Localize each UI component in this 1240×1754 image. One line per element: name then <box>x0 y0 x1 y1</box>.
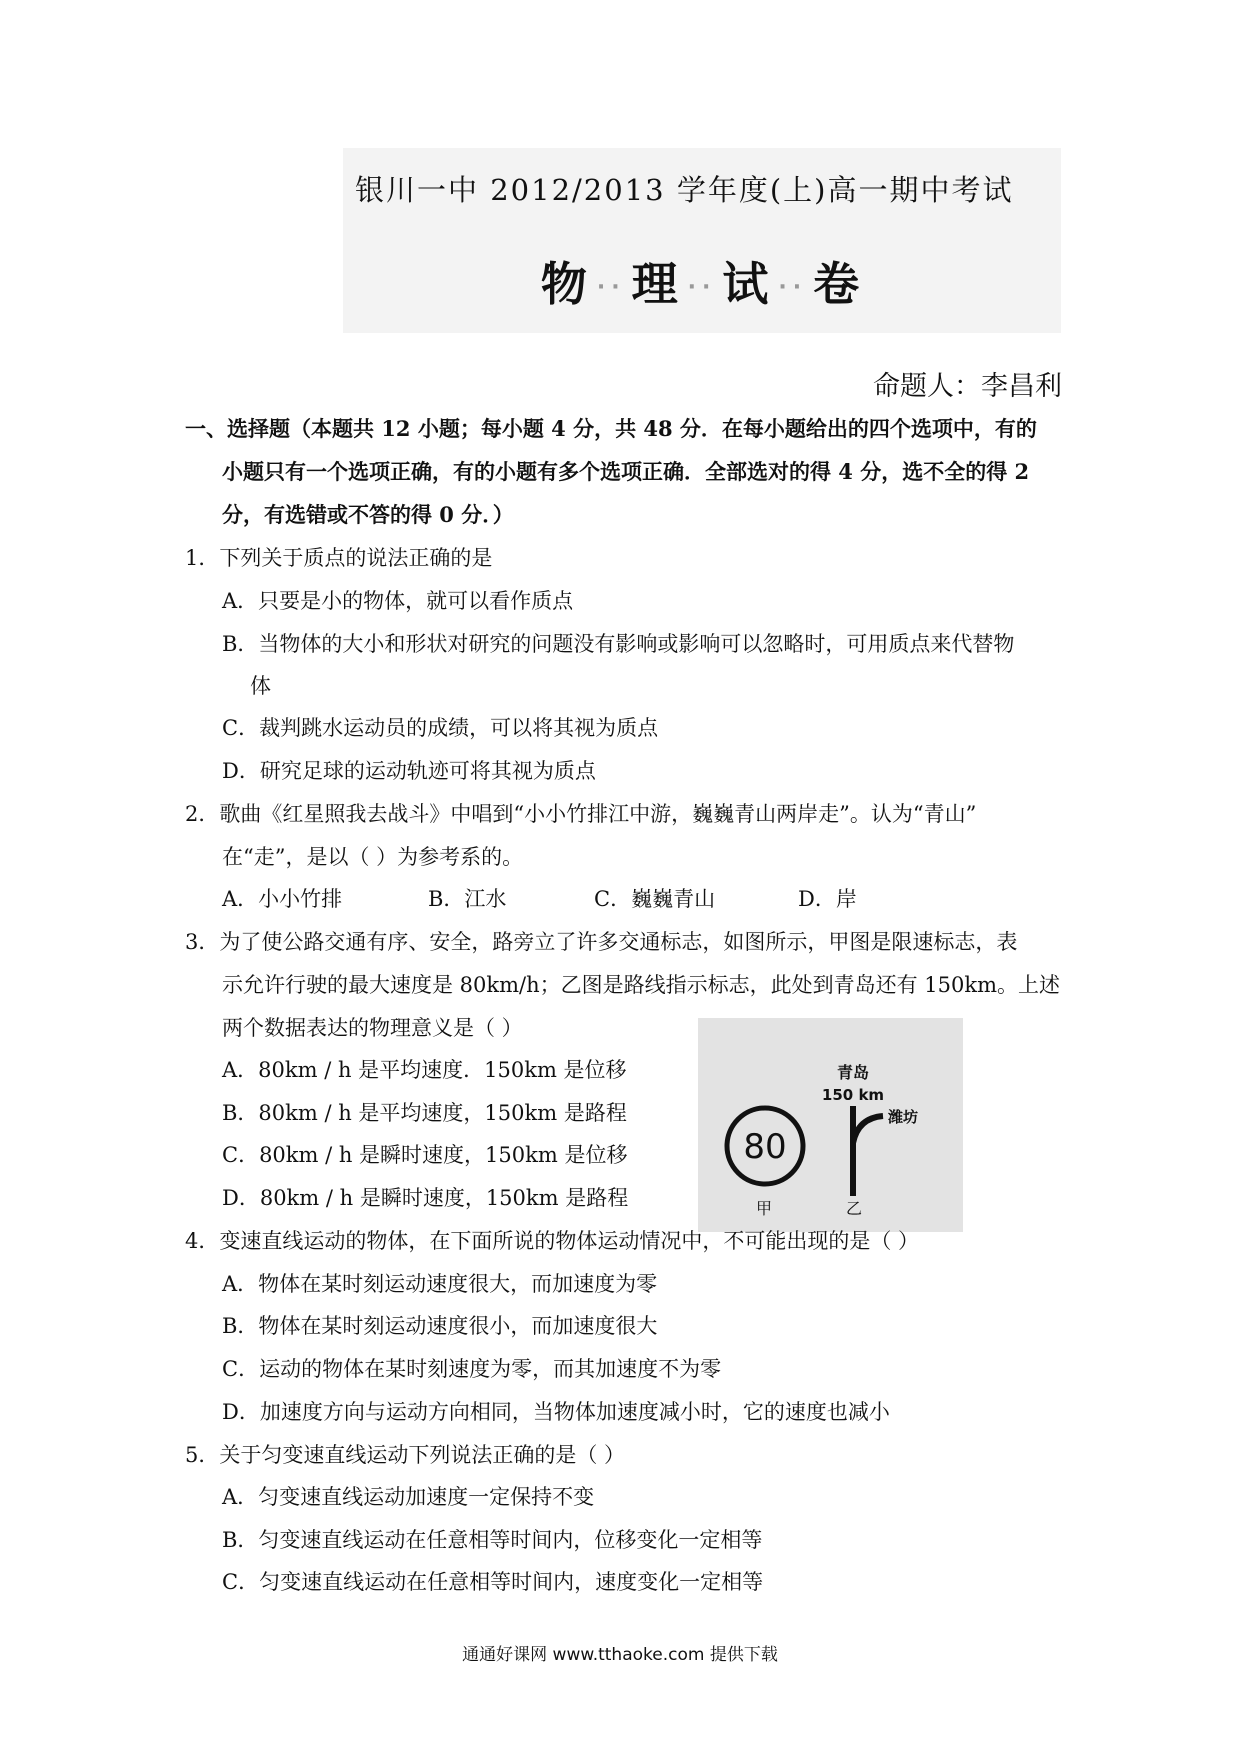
title-char: 理 <box>631 257 682 311</box>
question-2-option-d: D．岸 <box>798 887 857 911</box>
question-2-stem: 2．歌曲《红星照我去战斗》中唱到“小小竹排江中游，巍巍青山两岸走”。认为“青山” <box>185 802 977 826</box>
download-footer: 通通好课网 www.tthaoke.com 提供下载 <box>462 1645 778 1665</box>
question-1-option-a: A．只要是小的物体，就可以看作质点 <box>222 589 574 613</box>
section-instructions-line: 小题只有一个选项正确，有的小题有多个选项正确．全部选对的得 4 分，选不全的得 2 <box>222 459 1030 484</box>
question-3-option-c: C．80km / h 是瞬时速度，150km 是位移 <box>222 1143 628 1167</box>
question-4-option-c: C．运动的物体在某时刻速度为零，而其加速度不为零 <box>222 1357 722 1381</box>
question-4-option-a: A．物体在某时刻运动速度很大，而加速度为零 <box>222 1272 658 1296</box>
figure-label-yi: 乙 <box>846 1199 863 1218</box>
question-4-option-d: D．加速度方向与运动方向相同，当物体加速度减小时，它的速度也减小 <box>222 1400 890 1424</box>
question-4-option-b: B．物体在某时刻运动速度很小，而加速度很大 <box>222 1314 658 1338</box>
question-3-option-a: A．80km / h 是平均速度．150km 是位移 <box>222 1058 627 1082</box>
question-1-stem: 1．下列关于质点的说法正确的是 <box>185 546 493 570</box>
question-4-stem: 4．变速直线运动的物体，在下面所说的物体运动情况中，不可能出现的是（ ） <box>185 1229 920 1253</box>
route-sign-distance: 150 km <box>821 1086 885 1104</box>
question-1-option-c: C．裁判跳水运动员的成绩，可以将其视为质点 <box>222 716 659 740</box>
traffic-signs-illustration <box>698 1018 963 1232</box>
question-3-option-d: D．80km / h 是瞬时速度，150km 是路程 <box>222 1186 629 1210</box>
question-2-option-c: C．巍巍青山 <box>594 887 716 911</box>
author-line: 命题人：李昌利 <box>873 371 1062 402</box>
route-sign-destination: 青岛 <box>836 1063 870 1082</box>
page-title: 物 ·· 理 ·· 试 ·· 卷 <box>540 257 864 311</box>
title-char: 试 <box>722 257 773 311</box>
section-instructions-line: 分，有选错或不答的得 0 分．） <box>222 502 514 527</box>
title-char: 卷 <box>813 257 864 311</box>
route-sign-branch-name: 潍坊 <box>888 1108 919 1126</box>
question-1-option-b: B．当物体的大小和形状对研究的问题没有影响或影响可以忽略时，可用质点来代替物 <box>222 632 1015 656</box>
question-3-stem: 3．为了使公路交通有序、安全，路旁立了许多交通标志，如图所示，甲图是限速标志，表 <box>185 930 1018 954</box>
question-3-option-b: B．80km / h 是平均速度，150km 是路程 <box>222 1101 627 1125</box>
question-5-option-a: A．匀变速直线运动加速度一定保持不变 <box>222 1485 595 1509</box>
figure-label-jia: 甲 <box>756 1199 773 1218</box>
question-5-option-b: B．匀变速直线运动在任意相等时间内，位移变化一定相等 <box>222 1528 763 1552</box>
traffic-sign-figure <box>698 1018 963 1232</box>
school-exam-line: 银川一中 2012/2013 学年度(上)高一期中考试 <box>355 173 1014 207</box>
question-5-stem: 5．关于匀变速直线运动下列说法正确的是（ ） <box>185 1443 626 1467</box>
speed-limit-value: 80 <box>743 1127 787 1167</box>
question-5-option-c: C．匀变速直线运动在任意相等时间内，速度变化一定相等 <box>222 1570 764 1594</box>
title-char: 物 <box>540 257 591 311</box>
question-3-stem-cont: 示允许行驶的最大速度是 80km/h；乙图是路线指示标志，此处到青岛还有 150km。上述 <box>222 973 1061 997</box>
question-2-option-a: A．小小竹排 <box>222 887 343 911</box>
question-2-option-b: B．江水 <box>428 887 507 911</box>
question-1-option-b-cont: 体 <box>250 674 271 698</box>
question-1-option-d: D．研究足球的运动轨迹可将其视为质点 <box>222 759 596 783</box>
question-3-stem-cont: 两个数据表达的物理意义是（ ） <box>222 1016 523 1040</box>
question-2-stem-cont: 在“走”，是以（ ）为参考系的。 <box>222 845 524 869</box>
section-instructions-line: 一、选择题（本题共 12 小题；每小题 4 分，共 48 分．在每小题给出的四个选项中，有的 <box>185 416 1037 441</box>
route-sign-branch-road <box>853 1116 883 1143</box>
